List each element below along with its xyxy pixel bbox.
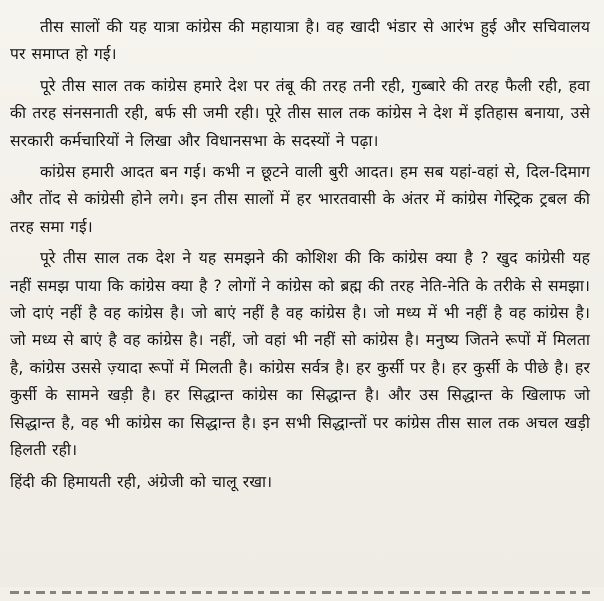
cut-off-text-fragment xyxy=(10,591,590,594)
cut-off-line xyxy=(10,583,590,601)
paragraph-tent: पूरे तीस साल तक कांग्रेस हमारे देश पर तंबू की तरह तनी रही, गुब्बारे की तरह फैली रही, हवा की तरह संनसनाती रही, बर्फ सी जमी रही। पूरे तीस साल तक कांग्रेस ने देश में इतिहास बनाया, उसे सरकारी कर्मचारियों ने लिखा और विधानसभा के सदस्यों ने पढ़ा। xyxy=(10,76,590,150)
paragraph-habit: कांग्रेस हमारी आदत बन गई। कभी न छूटने वाली बुरी आदत। हम सब यहां-वहां से, दिल-दिमाग और तोंद से कांग्रेसी होने लगे। इन तीस सालों में हर भारतवासी के अंतर में कांग्रेस गेस्ट्रिक ट्रबल की तरह समा गई। xyxy=(10,163,590,236)
paragraph-hindi: हिंदी की हिमायती रही, अंग्रेजी को चालू रखा। xyxy=(10,472,273,491)
paragraph-journey: तीस सालों की यह यात्रा कांग्रेस की महायात्रा है। वह खादी भंडार से आरंभ हुई और सचिवालय पर समाप्त हो गई। xyxy=(10,18,590,64)
paragraph-what-is-congress: पूरे तीस साल तक देश ने यह समझने की कोशिश की कि कांग्रेस क्या है ? खुद कांग्रेसी यह नहीं समझ पाया कि कांग्रेस क्या है ? लोगों ने कांग्रेस को ब्रह्म की तरह नेति-नेति के तरीके से समझा। जो दाएं नहीं है वह कांग्रेस है। जो बाएं नहीं है वह कांग्रेस है। जो मध्य में भी नहीं है वह कांग्रेस है। जो मध्य से बाएं है वह कांग्रेस है। नहीं, जो वहां भी नहीं सो कांग्रेस है। मनुष्य जितने रूपों में मिलता है, कांग्रेस उससे ज़्यादा रूपों में मिलती है। कांग्रेस सर्वत्र है। हर कुर्सी पर है। हर कुर्सी के पीछे है। हर कुर्सी के सामने खड़ी है। हर सिद्धान्त कांग्रेस का सिद्धान्त है। और उस सिद्धान्त के खिलाफ जो सिद्धान्त है, वह भी कांग्रेस का सिद्धान्त है। इन सभी सिद्धान्तों पर कांग्रेस तीस साल तक अचल खड़ी हिलती रही। xyxy=(10,249,590,460)
